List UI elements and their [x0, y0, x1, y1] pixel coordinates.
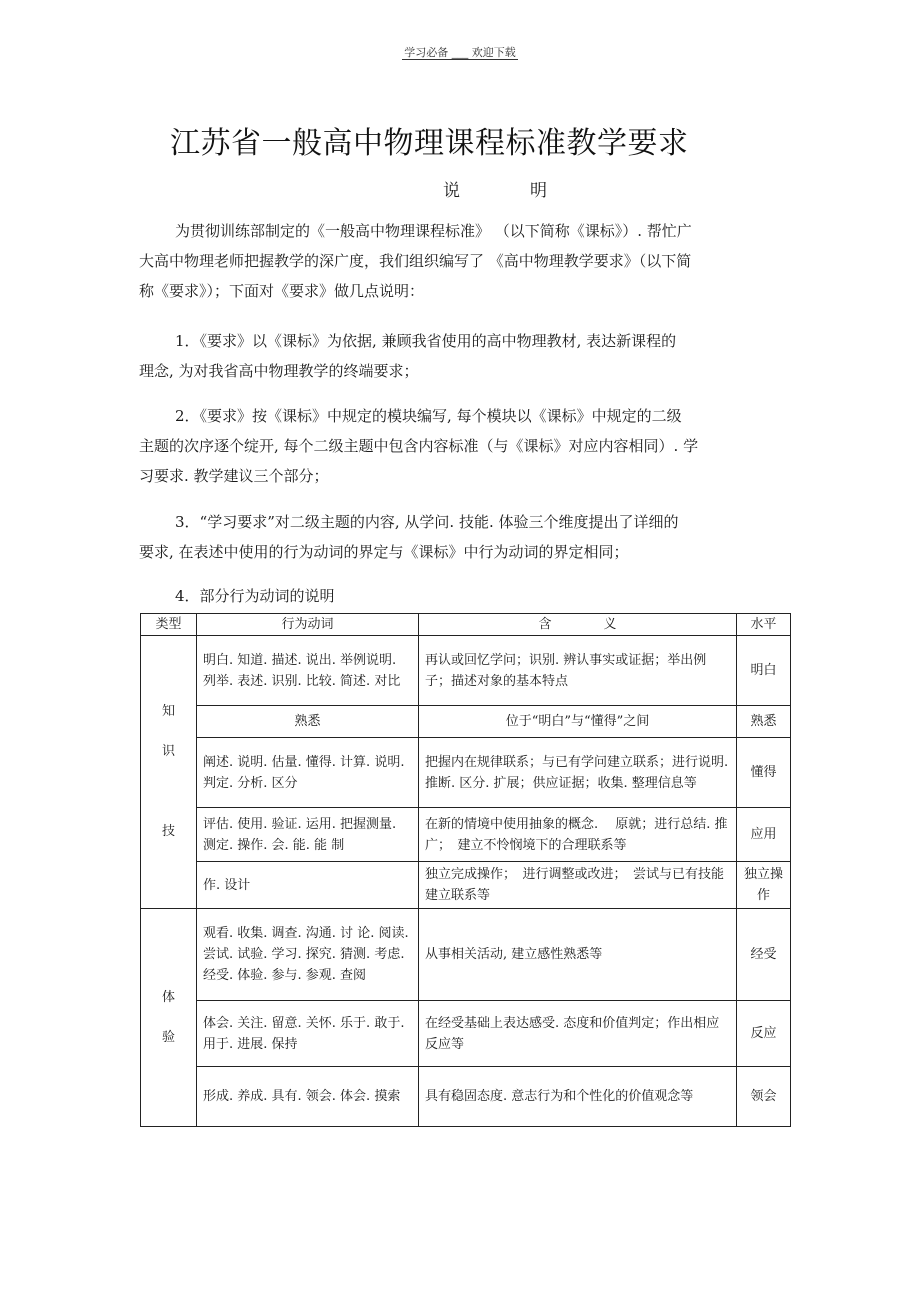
level-cell: 经受 — [737, 909, 791, 1001]
table-row — [141, 706, 791, 738]
meaning-cell: 再认或回忆学问；识别. 辨认事实或证据；举出例子；描述对象的基本特点 — [419, 636, 737, 706]
level-cell: 熟悉 — [737, 706, 791, 738]
header-level: 水平 — [737, 614, 791, 636]
meaning-cell: 从事相关活动, 建立感性熟悉等 — [419, 909, 737, 1001]
table-row — [141, 862, 791, 909]
meaning-cell: 位于“明白”与“懂得”之间 — [419, 706, 737, 738]
table-header-row — [141, 614, 791, 636]
table-row — [141, 808, 791, 862]
level-cell: 应用 — [737, 808, 791, 862]
page-title: 江苏省一般高中物理课程标准教学要求 — [170, 126, 689, 161]
meaning-cell: 在经受基础上表达感受. 态度和价值判定；作出相应反应等 — [419, 1001, 737, 1067]
table-row — [141, 636, 791, 706]
header-meaning: 含 义 — [419, 614, 737, 636]
level-cell: 独立操作 — [737, 862, 791, 909]
verbs-cell: 阐述. 说明. 估量. 懂得. 计算. 说明. 判定. 分析. 区分 — [197, 738, 419, 808]
level-cell: 反应 — [737, 1001, 791, 1067]
level-cell: 懂得 — [737, 738, 791, 808]
point-1: 1．《要求》以《课标》为依据, 兼顾我省使用的高中物理教材, 表达新课程的 理念, 为对我省高中物理教学的终端要求； — [139, 332, 677, 380]
verbs-cell: 作. 设计 — [197, 862, 419, 909]
meaning-cell: 把握内在规律联系；与已有学问建立联系；进行说明. 推断. 区分. 扩展；供应证据；收集. 整理信息等 — [419, 738, 737, 808]
table-row — [141, 738, 791, 808]
verbs-cell: 形成. 养成. 具有. 领会. 体会. 摸索 — [197, 1067, 419, 1127]
verbs-cell: 评估. 使用. 验证. 运用. 把握测量. 测定. 操作. 会. 能. 能 制 — [197, 808, 419, 862]
page-header: 学习必备 ___ 欢迎下载 — [404, 46, 516, 59]
level-cell: 领会 — [737, 1067, 791, 1127]
behavior-verbs-table — [140, 613, 791, 1127]
type-experience: 体 验 — [141, 909, 197, 1127]
verbs-cell: 熟悉 — [197, 706, 419, 738]
header-type: 类型 — [141, 614, 197, 636]
point-2: 2．《要求》按《课标》中规定的模块编写, 每个模块以《课标》中规定的二级 主题的次序逐个绽开, 每个二级主题中包含内容标准（与《课标》对应内容相同）. 学 习要求. 教学建议三个部分； — [139, 407, 699, 485]
table-row — [141, 1067, 791, 1127]
meaning-cell: 在新的情境中使用抽象的概念. 原就；进行总结. 推广； 建立不怜悯境下的合理联系等 — [419, 808, 737, 862]
header-verbs: 行为动词 — [197, 614, 419, 636]
table-row — [141, 909, 791, 1001]
meaning-cell: 独立完成操作； 进行调整或改进； 尝试与已有技能建立联系等 — [419, 862, 737, 909]
verbs-cell: 观看. 收集. 调查. 沟通. 讨 论. 阅读. 尝试. 试验. 学习. 探究. 猜测. 考虑. 经受. 体验. 参与. 参观. 查阅 — [197, 909, 419, 1001]
table-row — [141, 1001, 791, 1067]
type-knowledge-skill: 知 识 技 — [141, 636, 197, 909]
verbs-cell: 明白. 知道. 描述. 说出. 举例说明. 列举. 表述. 识别. 比较. 简述. 对比 — [197, 636, 419, 706]
intro-paragraph: 为贯彻训练部制定的《一般高中物理课程标准》 （以下简称《课标》）. 帮忙广 大高中物理老师把握教学的深广度，我们组织编写了 《高中物理教学要求》（以下简 称《要求》）；下面对《要求》做几点说明： — [139, 222, 692, 300]
verbs-cell: 体会. 关注. 留意. 关怀. 乐于. 敢于. 用于. 进展. 保持 — [197, 1001, 419, 1067]
point-4: 4．部分行为动词的说明 — [175, 587, 335, 605]
meaning-cell: 具有稳固态度. 意志行为和个性化的价值观念等 — [419, 1067, 737, 1127]
point-3: 3．“学习要求”对二级主题的内容, 从学问. 技能. 体验三个维度提出了详细的 要求, 在表述中使用的行为动词的界定与《课标》中行为动词的界定相同； — [139, 513, 679, 561]
page-subtitle: 说明 — [443, 181, 617, 201]
level-cell: 明白 — [737, 636, 791, 706]
